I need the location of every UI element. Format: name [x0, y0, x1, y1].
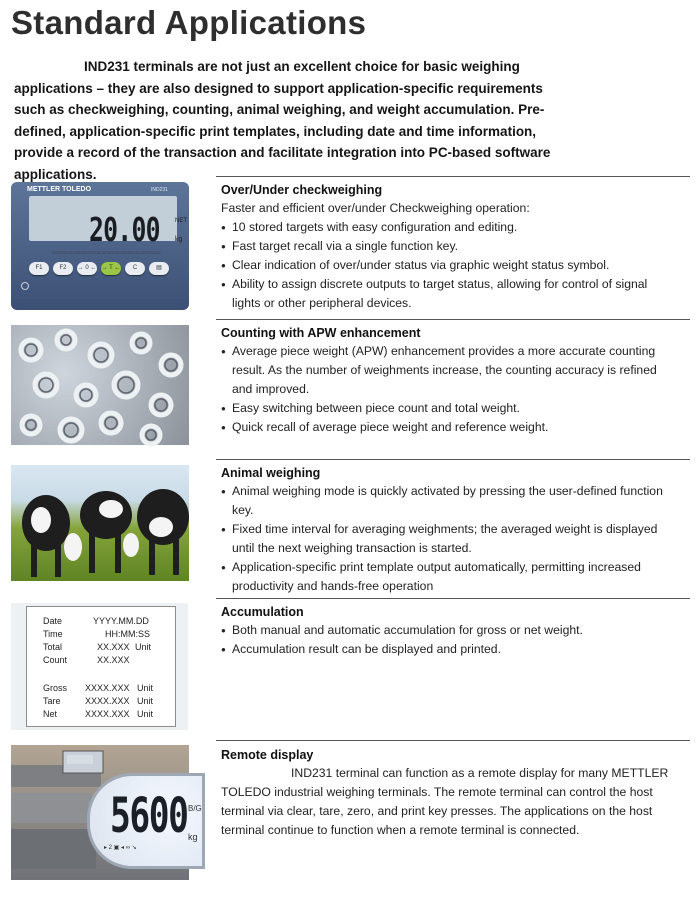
terminal-model: IND231 — [151, 187, 168, 193]
ticket-label: Net — [43, 709, 58, 719]
ticket-label: Total — [43, 642, 63, 652]
remote-status-icons: ▸ 2 ▣ ◂ ∞ ↘ — [104, 845, 137, 851]
cows-illustration — [11, 465, 189, 581]
ticket-unit: Unit — [137, 709, 154, 719]
ticket-unit: Unit — [137, 683, 154, 693]
cows-image — [11, 465, 189, 581]
section-counting — [221, 324, 676, 437]
intro-brand: IND231 — [84, 59, 130, 74]
list-item: ● Application-specific print template output automatically, permitting increased productivity and hands-free operation — [221, 558, 676, 596]
terminal-key-clear: C — [125, 262, 145, 275]
ticket-value: XX.XXX — [97, 642, 130, 652]
ticket-value: HH:MM:SS — [105, 629, 150, 639]
section-title: Over/Under checkweighing — [221, 183, 383, 197]
terminal-key-zero: → 0 ← — [77, 262, 97, 275]
section-title: Accumulation — [221, 605, 304, 619]
terminal-lcd — [29, 196, 187, 256]
section-remote — [221, 746, 676, 840]
list-item: ● Easy switching between piece count and total weight. — [221, 399, 676, 418]
list-item: ● 10 stored targets with easy configuration and editing. — [221, 218, 676, 237]
section-title: Animal weighing — [221, 466, 321, 480]
terminal-unit-label: kg — [175, 236, 183, 243]
terminal-image — [11, 182, 189, 310]
terminal-brand: METTLER TOLEDO — [27, 186, 92, 193]
ticket-value: YYYY.MM.DD — [93, 616, 149, 626]
terminal-key-tare: → T ← — [101, 262, 121, 275]
list-item: ● Fixed time interval for averaging weighments; the averaged weight is displayed until the next weighing transaction is started. — [221, 520, 676, 558]
remote-display-unit: kg — [188, 832, 198, 842]
remote-display-image — [11, 745, 202, 880]
list-item: ● Ability to assign discrete outputs to target status, allowing for control of signal lights or other peripheral devices. — [221, 275, 676, 313]
section-title: Counting with APW enhancement — [221, 326, 421, 340]
section-divider — [216, 459, 690, 460]
ticket-unit: Unit — [137, 696, 154, 706]
intro-text: terminals are not just an excellent choice for basic weighing applications – they are also designed to support application-specific requirements such as checkweighing, counting, animal weighing, and weight accumulation. Pre-defined, application-specific print templates, including date and time information, provide a record of the transaction and facilitate integration into PC-based software applications. — [14, 59, 551, 182]
terminal-key-f2: F2 — [53, 262, 73, 275]
list-item: ● Both manual and automatic accumulation for gross or net weight. — [221, 621, 676, 640]
section-animal — [221, 464, 676, 596]
section-checkweighing — [221, 181, 676, 313]
remote-display-aux: B/G — [188, 804, 202, 813]
section-accumulation — [221, 603, 676, 659]
terminal-scale-bar: ▭▭▭▭▭▭▭▭▭▭▭▭▭▭▭▭▭▭▭▭▭▭▭ — [52, 250, 161, 256]
list-item: ● Animal weighing mode is quickly activated by pressing the user-defined function key. — [221, 482, 676, 520]
remote-lcd — [87, 773, 205, 869]
ticket-value: XX.XXX — [97, 655, 130, 665]
ticket-label: Gross — [43, 683, 68, 693]
intro-paragraph — [14, 56, 554, 185]
ticket-value: XXXX.XXX — [85, 683, 130, 693]
power-icon — [21, 282, 29, 290]
terminal-key-print: ▤ — [149, 262, 169, 275]
section-divider — [216, 176, 690, 177]
section-title: Remote display — [221, 748, 314, 762]
section-lead: Faster and efficient over/under Checkweighing operation: — [221, 201, 530, 215]
ticket-unit: Unit — [135, 642, 152, 652]
section-divider — [216, 319, 690, 320]
list-item: ● Fast target recall via a single function key. — [221, 237, 676, 256]
section-body: IND231 terminal can function as a remote display for many METTLER TOLEDO industrial weighing terminals. The remote terminal can control the host terminal via clear, tare, zero, and print key presses. The applications on the host terminal continue to function when a remote terminal is connected. — [221, 766, 669, 837]
ticket-label: Time — [43, 629, 63, 639]
metal-parts-illustration — [11, 325, 189, 445]
list-item: ● Quick recall of average piece weight and reference weight. — [221, 418, 676, 437]
remote-display-value: 5600 — [110, 788, 188, 844]
section-divider — [216, 598, 690, 599]
list-item: ● Clear indication of over/under status via graphic weight status symbol. — [221, 256, 676, 275]
list-item: ● Accumulation result can be displayed and printed. — [221, 640, 676, 659]
ticket-label: Count — [43, 655, 68, 665]
terminal-keypad — [29, 262, 189, 282]
list-item: ● Average piece weight (APW) enhancement provides a more accurate counting result. As the number of weighments increase, the counting accuracy is refined and improved. — [221, 342, 676, 399]
section-divider — [216, 740, 690, 741]
terminal-key-f1: F1 — [29, 262, 49, 275]
ticket-value: XXXX.XXX — [85, 709, 130, 719]
accumulation-ticket — [26, 606, 176, 727]
ticket-value: XXXX.XXX — [85, 696, 130, 706]
ticket-label: Tare — [43, 696, 61, 706]
parts-image — [11, 325, 189, 445]
page-title: Standard Applications — [11, 4, 367, 41]
terminal-display-value: 20.00 — [89, 210, 160, 249]
terminal-net-label: NET — [175, 218, 187, 224]
ticket-label: Date — [43, 616, 63, 626]
